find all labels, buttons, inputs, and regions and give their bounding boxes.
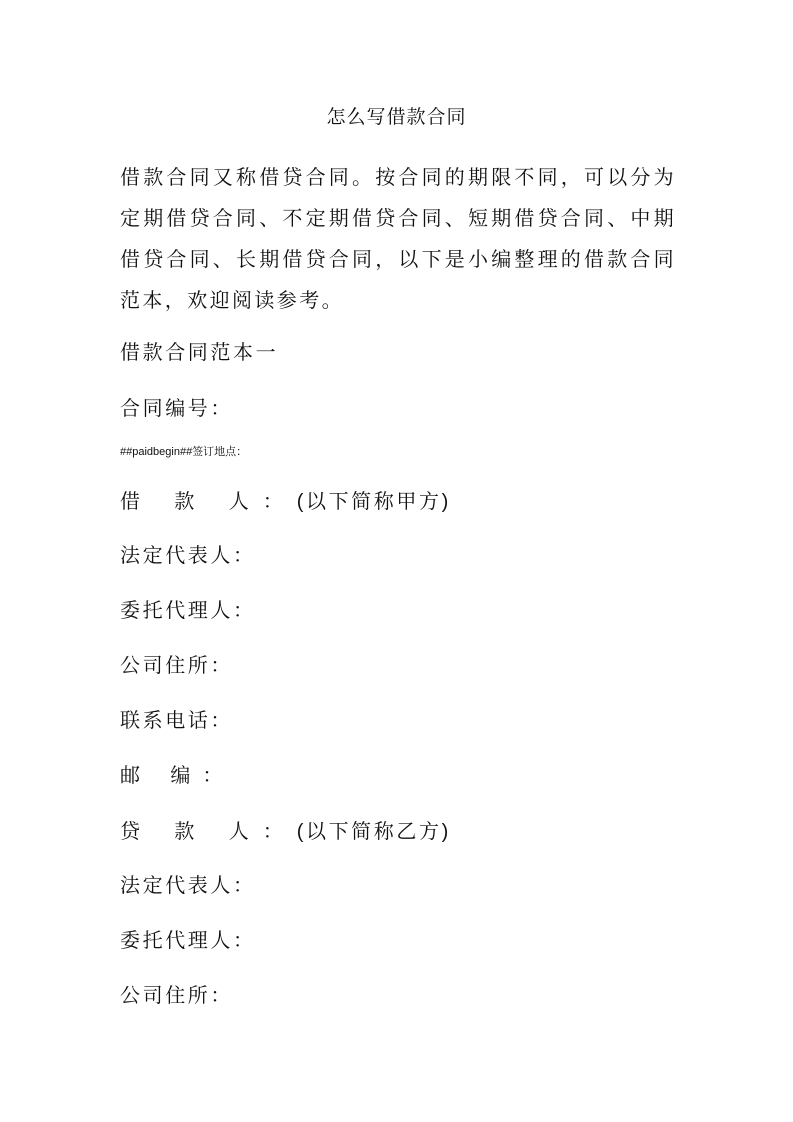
borrower-agent-field: 委托代理人： bbox=[120, 598, 256, 622]
borrower-postcode-field: 邮 编： bbox=[120, 763, 235, 787]
lender-line bbox=[120, 817, 451, 846]
borrower-note: (以下简称甲方) bbox=[296, 491, 451, 513]
borrower-legal-rep-field: 法定代表人： bbox=[120, 543, 256, 567]
lender-address-field: 公司住所： bbox=[120, 983, 233, 1007]
borrower-phone-field: 联系电话： bbox=[120, 708, 233, 732]
borrower-label: 借 款 人： bbox=[120, 489, 297, 513]
borrower-address-field: 公司住所： bbox=[120, 653, 233, 677]
lender-note: (以下简称乙方) bbox=[296, 821, 451, 843]
intro-paragraph: 借款合同又称借贷合同。按合同的期限不同，可以分为定期借贷合同、不定期借贷合同、短期借贷合同、中期借贷合同、长期借贷合同，以下是小编整理的借款合同范本，欢迎阅读参考。 bbox=[120, 165, 676, 312]
lender-label: 贷 款 人： bbox=[120, 819, 297, 843]
borrower-line bbox=[120, 487, 451, 516]
signing-place-field: ##paidbegin##签订地点： bbox=[120, 446, 248, 458]
lender-agent-field: 委托代理人： bbox=[120, 928, 256, 952]
lender-legal-rep-field: 法定代表人： bbox=[120, 873, 256, 897]
contract-number-field: 合同编号： bbox=[120, 396, 233, 420]
section-heading: 借款合同范本一 bbox=[120, 340, 279, 364]
document-title: 怎么写借款合同 bbox=[326, 106, 467, 128]
